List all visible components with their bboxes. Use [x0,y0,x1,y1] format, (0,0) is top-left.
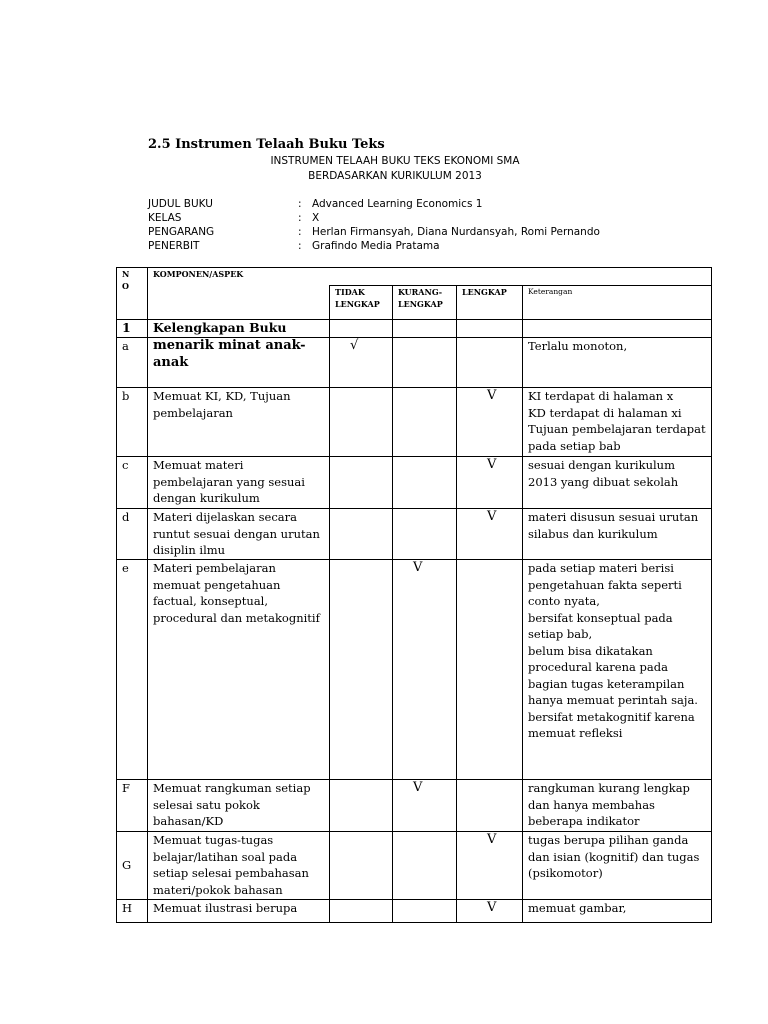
document-subtitle-1: INSTRUMEN TELAAH BUKU TEKS EKONOMI SMA [270,155,520,167]
row-aspek: Memuat KI, KD, Tujuan pembelajaran [148,388,330,457]
row-no: G [117,832,148,900]
row-no: H [117,900,148,923]
check-kurang [393,832,457,900]
row-keterangan: tugas berupa pilihan ganda dan isian (kognitif) dan tugas (psikomotor) [523,832,712,900]
row-aspek: Memuat materi pembelajaran yang sesuai dengan kurikulum [148,457,330,509]
table-row [117,457,712,509]
document-subtitle-2: BERDASARKAN KURIKULUM 2013 [308,170,482,182]
row-no: d [117,509,148,560]
table-row [117,832,712,900]
row-no: b [117,388,148,457]
section-heading: 2.5 Instrumen Telaah Buku Teks [148,137,385,152]
row-keterangan: sesuai dengan kurikulum 2013 yang dibuat sekolah [523,457,712,509]
meta-value: Grafindo Media Pratama [312,240,440,252]
check-kurang [393,509,457,560]
meta-colon: : [298,240,302,252]
meta-value: Advanced Learning Economics 1 [312,198,483,210]
check-tidak [330,560,393,780]
check-lengkap: V [457,388,523,457]
meta-key: PENERBIT [148,240,200,252]
cell [523,320,712,338]
meta-value: X [312,212,320,224]
review-table [116,267,712,923]
header-kurang-lengkap: KURANG- LENGKAP [393,286,457,320]
check-tidak [330,900,393,923]
row-keterangan: pada setiap materi berisi pengetahuan fakta seperti conto nyata, bersifat konseptual pada setiap bab, belum bisa dikatakan procedural karena pada bagian tugas keterampilan hanya memuat perintah saja. bersifat metakognitif karena memuat refleksi [523,560,712,780]
header-komponen: KOMPONEN/ASPEK [148,268,712,286]
meta-colon: : [298,212,302,224]
check-lengkap [457,560,523,780]
meta-colon: : [298,198,302,210]
cell [393,320,457,338]
cell [457,320,523,338]
check-tidak [330,509,393,560]
meta-key: PENGARANG [148,226,215,238]
table-row [117,509,712,560]
check-lengkap: V [457,832,523,900]
check-kurang [393,900,457,923]
check-kurang [393,338,457,388]
row-aspek: menarik minat anak-anak [148,338,330,388]
row-keterangan: Terlalu monoton, [523,338,712,388]
cell [330,320,393,338]
check-tidak [330,780,393,832]
table-row [117,780,712,832]
header-no: N O [117,268,148,320]
meta-value: Herlan Firmansyah, Diana Nurdansyah, Romi Pernando [312,226,600,238]
check-kurang: V [393,560,457,780]
check-lengkap: V [457,900,523,923]
header-tidak-lengkap: TIDAK LENGKAP [330,286,393,320]
check-kurang [393,457,457,509]
row-keterangan: memuat gambar, [523,900,712,923]
check-lengkap [457,338,523,388]
row-aspek: Memuat rangkuman setiap selesai satu pokok bahasan/KD [148,780,330,832]
row-no: c [117,457,148,509]
check-tidak [330,832,393,900]
section-label: Kelengkapan Buku [148,320,330,338]
table-row [117,560,712,780]
header-keterangan: Keterangan [523,286,712,320]
check-tidak [330,457,393,509]
section-no: 1 [117,320,148,338]
row-aspek: Materi pembelajaran memuat pengetahuan factual, konseptual, procedural dan metakognitif [148,560,330,780]
header-lengkap: LENGKAP [457,286,523,320]
meta-key: KELAS [148,212,182,224]
header-komponen-spacer [148,286,330,320]
check-kurang [393,388,457,457]
table-row [117,388,712,457]
row-aspek: Memuat ilustrasi berupa [148,900,330,923]
check-lengkap: V [457,509,523,560]
check-tidak: √ [330,338,393,388]
meta-colon: : [298,226,302,238]
row-aspek: Materi dijelaskan secara runtut sesuai dengan urutan disiplin ilmu [148,509,330,560]
row-keterangan: KI terdapat di halaman x KD terdapat di halaman xi Tujuan pembelajaran terdapat pada setiap bab [523,388,712,457]
row-keterangan: materi disusun sesuai urutan silabus dan kurikulum [523,509,712,560]
row-no: a [117,338,148,388]
check-kurang: V [393,780,457,832]
section-row [117,320,712,338]
table-row [117,338,712,388]
row-no: F [117,780,148,832]
row-aspek: Memuat tugas-tugas belajar/latihan soal pada setiap selesai pembahasan materi/pokok bahasan [148,832,330,900]
meta-key: JUDUL BUKU [148,198,213,210]
row-no: e [117,560,148,780]
check-lengkap [457,780,523,832]
check-tidak [330,388,393,457]
table-row [117,900,712,923]
row-keterangan: rangkuman kurang lengkap dan hanya membahas beberapa indikator [523,780,712,832]
check-lengkap: V [457,457,523,509]
